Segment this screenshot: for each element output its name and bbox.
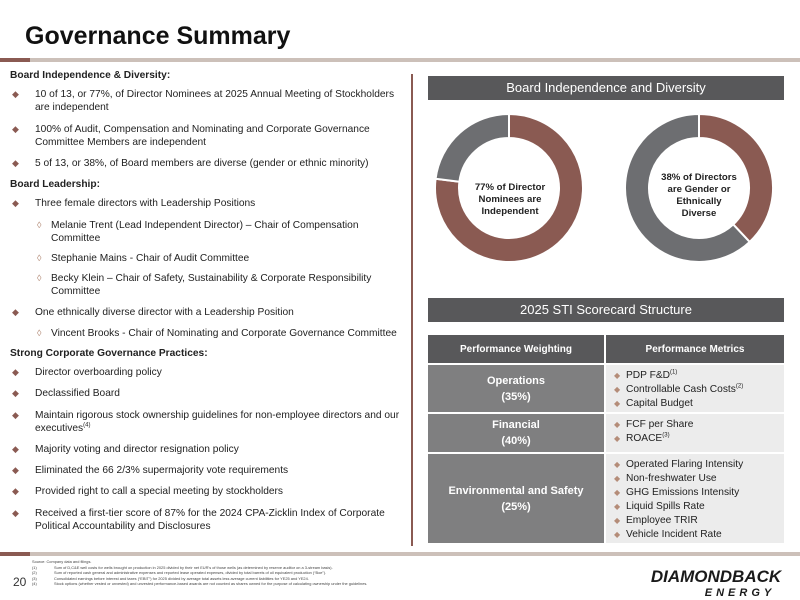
sti-scorecard-banner: 2025 STI Scorecard Structure <box>428 298 784 322</box>
bullet-item <box>10 387 405 400</box>
section-heading-leadership: Board Leadership: <box>10 179 101 191</box>
diamond-bullet-icon: ◆ <box>12 158 19 169</box>
diamond-bullet-icon: ◆ <box>12 486 19 497</box>
table-row <box>428 363 784 412</box>
sub-bullet-text: Becky Klein – Chair of Safety, Sustainability & Corporate Responsibility Committee <box>51 273 372 298</box>
logo-sub-text: ENERGY <box>704 587 776 599</box>
metric-item <box>614 369 784 383</box>
section-heading-practices: Strong Corporate Governance Practices: <box>10 348 208 360</box>
footnote-marker: (3) <box>662 432 670 439</box>
sti-scorecard-table <box>428 335 784 543</box>
page-number: 20 <box>13 575 27 589</box>
metric-text: Vehicle Incident Rate <box>626 529 722 540</box>
bullet-item <box>10 88 405 114</box>
category-weight: (25%) <box>501 500 531 513</box>
diamondback-logo <box>636 567 796 599</box>
sub-bullet-item <box>10 272 405 298</box>
diamond-bullet-icon: ◆ <box>12 198 19 209</box>
hollow-diamond-icon: ◊ <box>37 253 42 264</box>
diamond-bullet-icon: ◆ <box>12 465 19 476</box>
bullet-item <box>10 409 405 435</box>
title-divider <box>0 58 800 62</box>
bullet-item <box>10 157 405 170</box>
diamond-bullet-icon: ◆ <box>12 89 19 100</box>
footnote <box>32 581 612 587</box>
bullet-item <box>10 507 405 533</box>
diamond-bullet-icon: ◆ <box>12 444 19 455</box>
diamond-bullet-icon: ◆ <box>614 516 621 525</box>
diamond-bullet-icon: ◆ <box>12 367 19 378</box>
bullet-text: Eliminated the 66 2/3% supermajority vote requirements <box>35 465 289 477</box>
hollow-diamond-icon: ◊ <box>37 219 42 230</box>
metric-text: FCF per Share <box>626 419 694 430</box>
footnote-number: (4) <box>32 581 37 587</box>
bullet-text: Maintain rigorous stock ownership guidelines for non-employee directors and our executives <box>35 409 400 434</box>
diamond-bullet-icon: ◆ <box>614 502 621 511</box>
footnote-text: Sum of D,C&E well costs for wells brought on production in 2025 divided by their net EUR’s of those wells (as determined by reserve auditor on a 3-stream basis). <box>54 564 333 570</box>
header-performance-weighting: Performance Weighting <box>428 335 606 363</box>
diamond-bullet-icon: ◆ <box>614 460 621 469</box>
category-name: Operations <box>486 374 546 387</box>
metric-text: Controllable Cash Costs <box>626 384 736 395</box>
bullet-item <box>10 443 405 456</box>
donut-label-independence: 77% of Director Nominees are Independent <box>474 182 546 217</box>
footnote-text: Stock options (whether vested or unvested) and unvested performance-based awards are not counted as shares owned for the purpose of calculating ownership under the guidelines. <box>54 581 368 587</box>
metric-text: Operated Flaring Intensity <box>626 459 744 470</box>
diamond-bullet-icon: ◆ <box>614 420 621 429</box>
diamond-bullet-icon: ◆ <box>12 306 19 317</box>
weight-cell <box>428 454 606 543</box>
diamond-bullet-icon: ◆ <box>614 434 621 443</box>
footer-divider <box>0 552 800 556</box>
footnote-number: (3) <box>32 575 37 581</box>
table-header <box>428 335 784 363</box>
diamond-bullet-icon: ◆ <box>614 399 621 408</box>
category-weight: (35%) <box>501 390 531 403</box>
governance-text-column <box>10 66 405 541</box>
footnote-number: (2) <box>32 570 37 576</box>
footnote-text: Sum of reported cash general and administrative expenses and reported lease operated expenses, divided by total barrels of oil equivalent production (“Boe”). <box>54 570 327 576</box>
column-divider <box>411 74 413 546</box>
board-diversity-banner: Board Independence and Diversity <box>428 76 784 100</box>
diamond-bullet-icon: ◆ <box>614 530 621 539</box>
footnote-marker: (2) <box>735 383 744 390</box>
metric-item <box>614 472 784 486</box>
sub-bullet-text: Vincent Brooks - Chair of Nominating and Corporate Governance Committee <box>51 327 397 339</box>
source-note: Source: Company data and filings. <box>32 559 92 564</box>
metrics-cell <box>606 454 784 543</box>
category-name: Environmental and Safety <box>448 484 584 497</box>
bullet-item <box>10 197 405 210</box>
bullet-text: 10 of 13, or 77%, of Director Nominees at 2025 Annual Meeting of Stockholders are independent <box>35 89 395 114</box>
logo-main-text: DIAMONDBACK <box>650 567 782 586</box>
footnote-text: Consolidated earnings before interest and taxes (“EBIT”) for 2025 divided by average total assets less average current liabilities for YE25 and YE24. <box>54 575 309 581</box>
bullet-item <box>10 464 405 477</box>
bullet-item <box>10 306 405 319</box>
bullet-text: Declassified Board <box>35 388 120 400</box>
bullet-item <box>10 485 405 498</box>
metric-text: Employee TRIR <box>626 515 698 526</box>
weight-cell <box>428 414 606 452</box>
metric-text: ROACE <box>626 433 663 444</box>
bullet-text: Provided right to call a special meeting by stockholders <box>35 486 284 498</box>
metric-item <box>614 383 784 397</box>
hollow-diamond-icon: ◊ <box>37 327 42 338</box>
metric-item <box>614 500 784 514</box>
footnote-marker: (1) <box>669 369 678 376</box>
bullet-text: Three female directors with Leadership Positions <box>35 198 256 210</box>
donut-label-diversity: 38% of Directors are Gender or Ethnically Diverse <box>661 172 737 219</box>
hollow-diamond-icon: ◊ <box>37 273 42 284</box>
diamond-bullet-icon: ◆ <box>12 123 19 134</box>
sub-bullet-text: Melanie Trent (Lead Independent Director) – Chair of Compensation Committee <box>51 219 359 244</box>
sub-bullet-item <box>10 327 405 340</box>
metric-text: Non-freshwater Use <box>626 473 717 484</box>
section-heading-independence: Board Independence & Diversity: <box>10 70 171 81</box>
bullet-text: Received a first-tier score of 87% for the 2024 CPA-Zicklin Index of Corporate Political Accountability and Disclosures <box>35 507 385 532</box>
metrics-cell <box>606 414 784 452</box>
sub-bullet-item <box>10 219 405 245</box>
metric-item <box>614 458 784 472</box>
bullet-text: 100% of Audit, Compensation and Nominating and Corporate Governance Committee Members are independent <box>35 123 370 148</box>
diamond-bullet-icon: ◆ <box>614 385 621 394</box>
bullet-text: Director overboarding policy <box>35 367 162 379</box>
metric-item <box>614 486 784 500</box>
metric-text: GHG Emissions Intensity <box>626 487 740 498</box>
donut-slice-1 <box>436 114 509 182</box>
diamond-bullet-icon: ◆ <box>614 474 621 483</box>
bullet-text: 5 of 13, or 38%, of Board members are diverse (gender or ethnic minority) <box>35 158 369 170</box>
header-performance-metrics: Performance Metrics <box>645 343 745 355</box>
metric-item <box>614 528 784 542</box>
footnote-number: (1) <box>32 564 37 570</box>
metric-text: PDP F&D <box>626 370 670 381</box>
weight-cell <box>428 365 606 412</box>
metric-item <box>614 432 784 446</box>
metric-item <box>614 514 784 528</box>
bullet-item <box>10 366 405 379</box>
page-title: Governance Summary <box>25 22 291 50</box>
metric-item <box>614 418 784 432</box>
category-weight: (40%) <box>501 435 531 447</box>
metric-text: Capital Budget <box>626 398 693 409</box>
table-row <box>428 452 784 543</box>
diamond-bullet-icon: ◆ <box>614 488 621 497</box>
diamond-bullet-icon: ◆ <box>614 371 621 380</box>
diamond-bullet-icon: ◆ <box>12 409 19 420</box>
sub-bullet-item <box>10 252 405 265</box>
footnote-marker: (4) <box>83 422 91 429</box>
diamond-bullet-icon: ◆ <box>12 388 19 399</box>
metric-text: Liquid Spills Rate <box>626 501 705 512</box>
bullet-text: One ethnically diverse director with a Leadership Position <box>35 306 294 318</box>
bullet-item <box>10 123 405 149</box>
metric-item <box>614 397 784 411</box>
category-name: Financial <box>492 419 540 431</box>
table-row <box>428 412 784 452</box>
diamond-bullet-icon: ◆ <box>12 507 19 518</box>
bullet-text: Majority voting and director resignation policy <box>35 444 239 456</box>
sub-bullet-text: Stephanie Mains - Chair of Audit Committee <box>51 253 250 265</box>
metrics-cell <box>606 365 784 412</box>
footnotes <box>32 559 612 587</box>
